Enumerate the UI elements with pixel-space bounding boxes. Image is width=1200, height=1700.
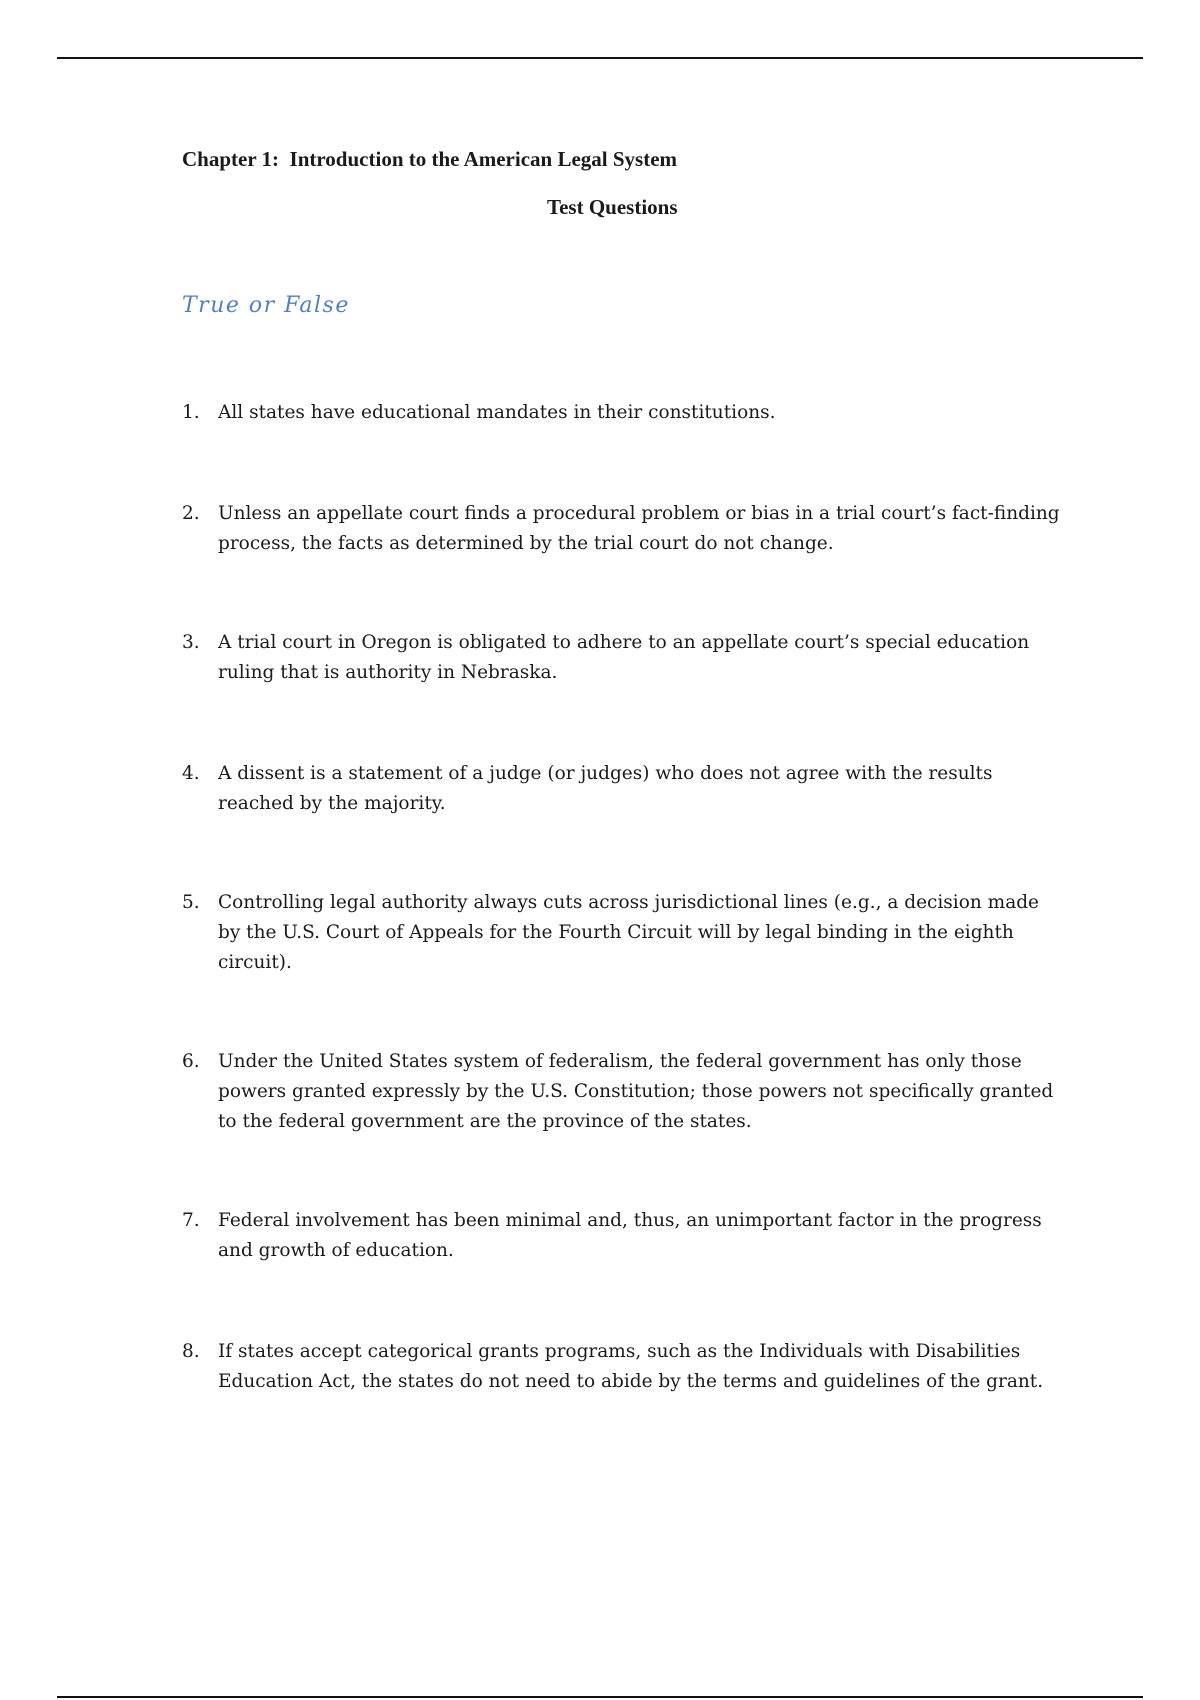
question-number: 3. — [182, 632, 200, 653]
question-number: 5. — [182, 892, 200, 913]
question-item — [182, 1206, 1062, 1266]
question-number: 2. — [182, 503, 200, 524]
question-text: A trial court in Oregon is obligated to adhere to an appellate court’s special education ruling that is authority in Nebraska. — [218, 632, 1030, 683]
question-item — [182, 398, 1062, 428]
question-item — [182, 1337, 1062, 1397]
question-text: If states accept categorical grants programs, such as the Individuals with Disabilities Education Act, the states do not need to abide by the terms and guidelines of the grant. — [218, 1341, 1044, 1392]
question-text: Controlling legal authority always cuts across jurisdictional lines (e.g., a decision made by the U.S. Court of Appeals for the Fourth Circuit will by legal binding in the eighth circuit). — [218, 892, 1040, 973]
question-text: Unless an appellate court finds a procedural problem or bias in a trial court’s fact-finding process, the facts as determined by the trial court do not change. — [218, 503, 1060, 554]
question-item — [182, 1047, 1062, 1137]
question-item — [182, 888, 1062, 978]
bottom-rule — [57, 1696, 1143, 1698]
question-item — [182, 499, 1062, 559]
question-text: Federal involvement has been minimal and, thus, an unimportant factor in the progress and growth of education. — [218, 1210, 1042, 1261]
question-number: 1. — [182, 402, 200, 423]
page-subtitle: Test Questions — [547, 195, 678, 219]
question-number: 7. — [182, 1210, 200, 1231]
question-text: Under the United States system of federalism, the federal government has only those powers granted expressly by the U.S. Constitution; those powers not specifically granted to the federal government are the province of the states. — [218, 1051, 1054, 1132]
question-number: 6. — [182, 1051, 200, 1072]
question-text: All states have educational mandates in their constitutions. — [218, 402, 776, 423]
question-number: 4. — [182, 763, 200, 784]
chapter-title: Chapter 1: Introduction to the American Legal System — [182, 147, 678, 171]
question-item — [182, 628, 1062, 688]
question-item — [182, 759, 1062, 819]
question-text: A dissent is a statement of a judge (or judges) who does not agree with the results reached by the majority. — [218, 763, 993, 814]
section-heading: True or False — [182, 293, 350, 318]
question-number: 8. — [182, 1341, 200, 1362]
